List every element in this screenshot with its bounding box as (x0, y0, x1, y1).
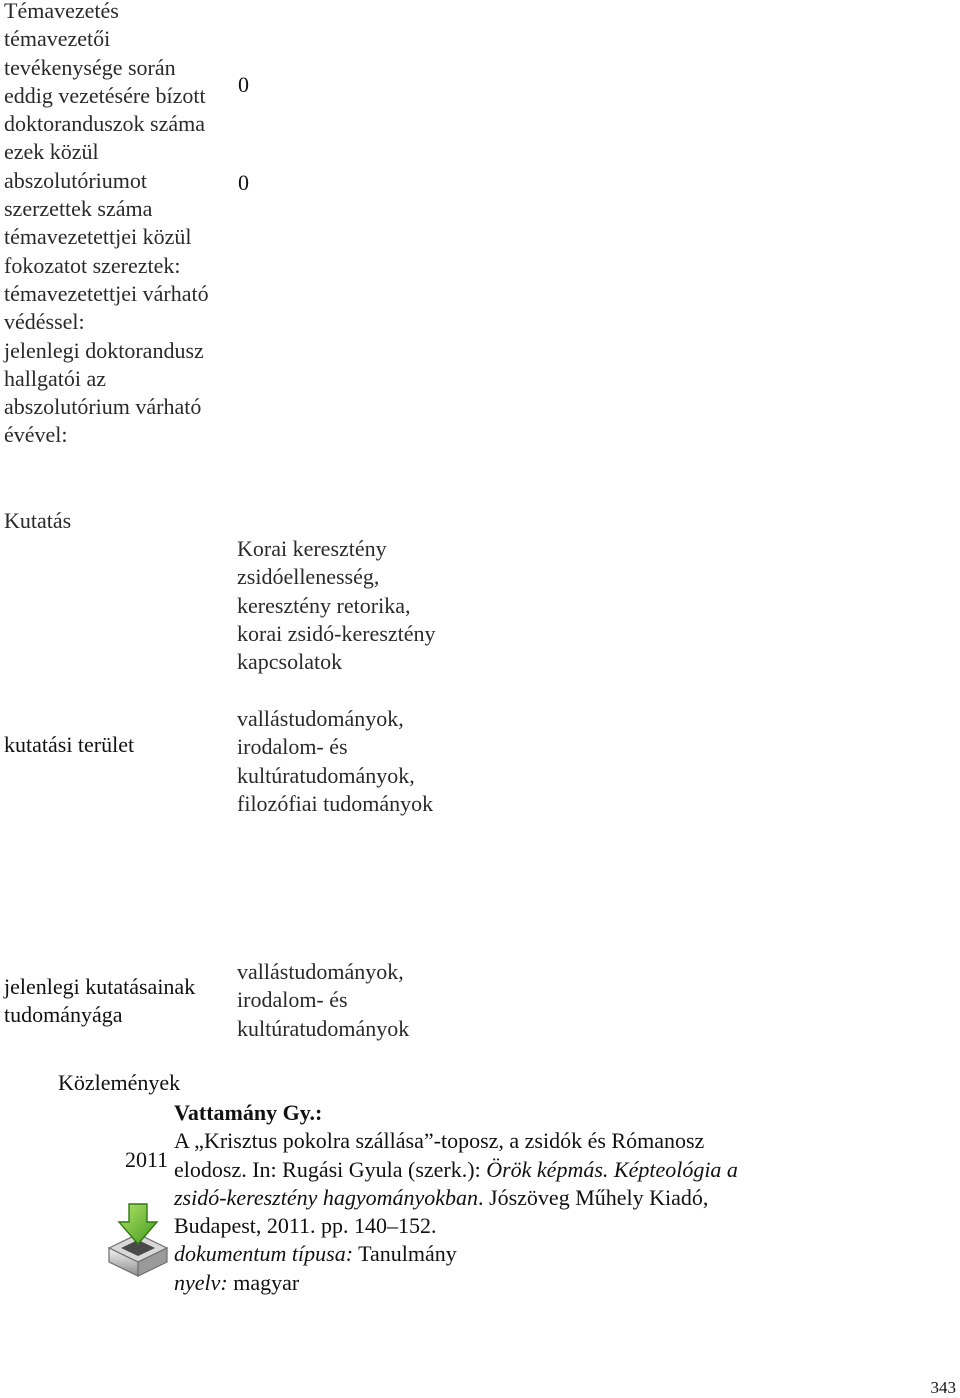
doctype-value: Tanulmány (353, 1241, 457, 1267)
publication-author: Vattamány Gy.: (174, 1100, 323, 1125)
publication-title-line-2: elodosz. In: Rugási Gyula (szerk.): (174, 1156, 487, 1182)
publication-book-title-2: zsidó-keresztény hagyományokban (174, 1184, 479, 1210)
research-heading: Kutatás (4, 508, 72, 533)
supervised-doctorands-count: 0 (238, 72, 249, 97)
supervision-labels: Témavezetés témavezetői tevékenysége során eddig vezetésére bízott doktoranduszok száma ezek közül abszolutóriumot szerzettek száma témavezetettjei közül fokozatot szereztek: témavezetettjei várható védéssel: jelenlegi doktorandusz hallgatói az abszolutórium várható évével: (4, 0, 209, 448)
doctype-label: dokumentum típusa: (174, 1241, 354, 1267)
publication-entry (174, 1099, 824, 1297)
research-field-label: kutatási terület (4, 732, 135, 757)
publication-book-title-1: Örök képmás. Képteológia a (486, 1156, 738, 1182)
publication-title-line-1: A „Krisztus pokolra szállása”-toposz, a zsidók és Rómanosz (174, 1128, 705, 1154)
absolutorium-count: 0 (238, 170, 249, 195)
publication-year: 2011 (125, 1147, 169, 1172)
research-topic: Korai keresztény zsidóellenesség, keresztény retorika, korai zsidó-keresztény kapcsolatok (237, 536, 436, 675)
publication-publisher: . Jószöveg Műhely Kiadó, (478, 1184, 709, 1210)
current-research-label: jelenlegi kutatásainak tudományága (4, 974, 196, 1028)
language-value: magyar (227, 1269, 300, 1295)
research-field-value: vallástudományok, irodalom- és kultúratudományok, filozófiai tudományok (237, 706, 434, 816)
current-research-value: vallástudományok, irodalom- és kultúratudományok (237, 959, 410, 1041)
language-label: nyelv: (174, 1269, 228, 1295)
download-icon[interactable] (107, 1200, 169, 1280)
publication-place-pages: Budapest, 2011. pp. 140–152. (174, 1213, 437, 1239)
publications-heading: Közlemények (58, 1070, 181, 1095)
page-number: 343 (930, 1378, 956, 1397)
